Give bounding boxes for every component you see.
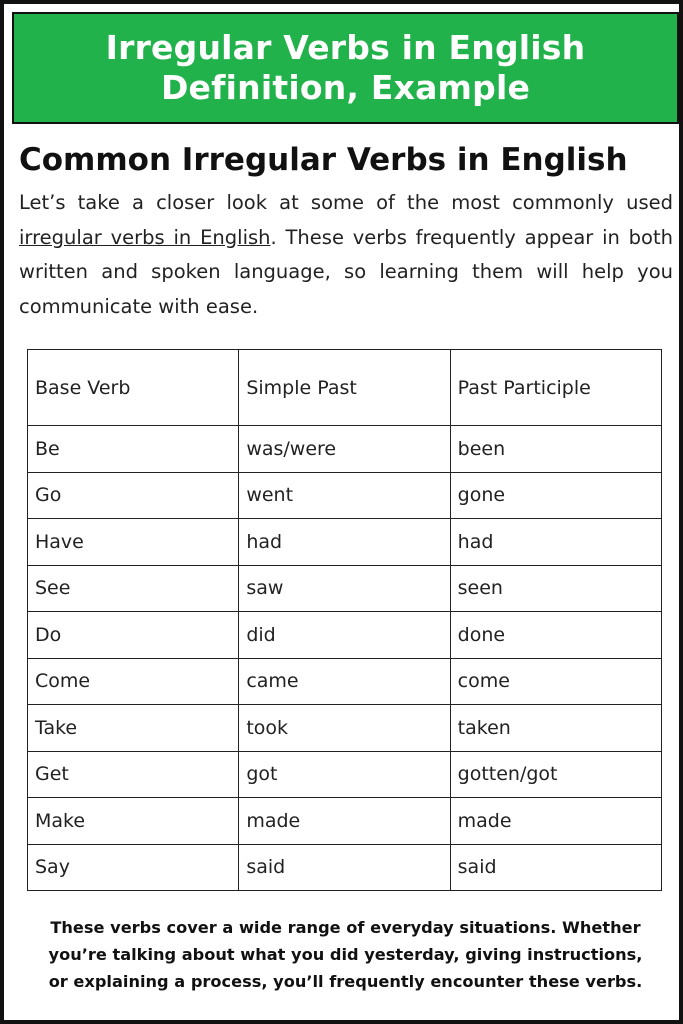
table-row — [28, 426, 662, 473]
table-row — [28, 565, 662, 612]
table-row — [28, 612, 662, 659]
cell-base-verb: Take — [28, 705, 239, 752]
banner-title-line-1: Irregular Verbs in English — [105, 28, 586, 67]
table-row — [28, 705, 662, 752]
closing-note — [24, 914, 667, 995]
table-row — [28, 798, 662, 845]
cell-base-verb: Make — [28, 798, 239, 845]
closing-note-line-2: you’re talking about what you did yesterday, giving instructions, — [48, 945, 643, 964]
intro-text-before: Let’s take a closer look at some of the most commonly used — [19, 191, 673, 214]
cell-past-participle: said — [450, 844, 661, 891]
header-base-verb: Base Verb — [28, 350, 239, 426]
cell-simple-past: got — [239, 751, 450, 798]
cell-simple-past: was/were — [239, 426, 450, 473]
cell-past-participle: seen — [450, 565, 661, 612]
cell-base-verb: Go — [28, 472, 239, 519]
cell-simple-past: went — [239, 472, 450, 519]
cell-past-participle: had — [450, 519, 661, 566]
cell-base-verb: Be — [28, 426, 239, 473]
cell-base-verb: Say — [28, 844, 239, 891]
table-header-row — [28, 350, 662, 426]
closing-note-line-1: These verbs cover a wide range of everyday situations. Whether — [50, 918, 641, 937]
section-heading: Common Irregular Verbs in English — [19, 142, 628, 178]
cell-past-participle: taken — [450, 705, 661, 752]
intro-paragraph — [19, 186, 673, 324]
cell-base-verb: See — [28, 565, 239, 612]
cell-past-participle: been — [450, 426, 661, 473]
banner-title-line-2: Definition, Example — [160, 68, 531, 107]
cell-past-participle: done — [450, 612, 661, 659]
closing-note-line-3: or explaining a process, you’ll frequently encounter these verbs. — [48, 972, 643, 991]
table-row — [28, 658, 662, 705]
cell-simple-past: made — [239, 798, 450, 845]
title-banner — [12, 12, 679, 124]
cell-base-verb: Come — [28, 658, 239, 705]
table-row — [28, 751, 662, 798]
cell-simple-past: had — [239, 519, 450, 566]
cell-simple-past: did — [239, 612, 450, 659]
intro-text-after: . These verbs frequently appear in both written and spoken language, so learning them will help you communicate with ease. — [19, 225, 673, 318]
cell-past-participle: come — [450, 658, 661, 705]
header-past-participle: Past Participle — [450, 350, 661, 426]
table-row — [28, 472, 662, 519]
cell-simple-past: came — [239, 658, 450, 705]
cell-base-verb: Get — [28, 751, 239, 798]
cell-past-participle: gone — [450, 472, 661, 519]
cell-simple-past: said — [239, 844, 450, 891]
cell-base-verb: Have — [28, 519, 239, 566]
cell-past-participle: made — [450, 798, 661, 845]
cell-past-participle: gotten/got — [450, 751, 661, 798]
irregular-verbs-link[interactable]: irregular verbs in English — [19, 225, 271, 249]
table-row — [28, 844, 662, 891]
header-simple-past: Simple Past — [239, 350, 450, 426]
cell-base-verb: Do — [28, 612, 239, 659]
cell-simple-past: took — [239, 705, 450, 752]
verbs-table — [27, 349, 662, 891]
cell-simple-past: saw — [239, 565, 450, 612]
table-row — [28, 519, 662, 566]
